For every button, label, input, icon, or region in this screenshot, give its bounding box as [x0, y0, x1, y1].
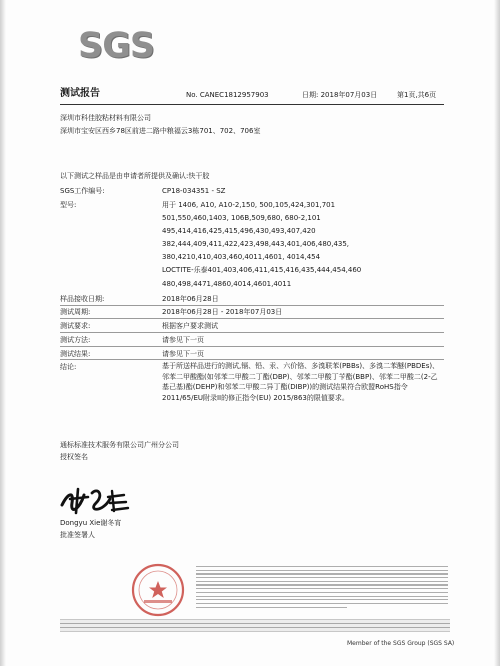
- row-divider: [60, 332, 444, 333]
- sample-intro: 以下测试之样品是由申请者所提供及确认:快干胶: [60, 172, 210, 180]
- report-number: No. CANEC1812957903: [186, 91, 269, 99]
- header-rule: [60, 104, 444, 105]
- model-line: 480,498,4471,4860,4014,4601,4011: [162, 280, 292, 288]
- terms-fine-print: [196, 566, 448, 614]
- received-date-value: 2018年06月28日: [162, 295, 219, 303]
- received-date-label: 样品接收日期:: [60, 295, 105, 303]
- approver-label: 批准签署人: [60, 531, 95, 539]
- row-divider: [60, 359, 444, 360]
- official-seal-stamp: [130, 562, 186, 618]
- conclusion-text: 基于所送样品进行的测试,镉、铅、汞、六价铬、多溴联苯(PBBs)、多溴二苯醚(PBDEs)、邻苯二甲酸酯(如邻苯二甲酸二丁酯(DBP)、邻苯二甲酸丁苄酯(BBP)、邻苯二甲酸二(2-乙基己基)酯(DEHP)和邻苯二甲酸二异丁酯(DIBP))的测试结果符合欧盟RoHS指令2011/65/EU附录II的修正指令(EU) 2015/863的限值要求。: [162, 362, 440, 402]
- test-period-label: 测试周期:: [60, 308, 91, 316]
- signer-name: Dongyu Xie谢冬宵: [60, 519, 122, 527]
- test-period-value: 2018年06月28日 - 2018年07月03日: [162, 308, 283, 316]
- test-request-value: 根据客户要求测试: [162, 322, 218, 330]
- model-line: 501,550,460,1403, 106B,509,680, 680-2,101: [162, 214, 321, 222]
- model-line: 382,444,409,411,422,423,498,443,401,406,480,435,: [162, 240, 350, 248]
- sgs-group-membership: Member of the SGS Group (SGS SA): [347, 640, 455, 647]
- sgs-job-label: SGS工作编号:: [60, 187, 105, 195]
- conclusion-label: 结论:: [60, 363, 77, 371]
- office-address-bar: [60, 619, 450, 632]
- model-label: 型号:: [60, 201, 77, 209]
- report-title: 测试报告: [60, 88, 100, 99]
- applicant-company: 深圳市科佳胶粘材料有限公司: [60, 114, 151, 122]
- report-date: 日期: 2018年07月03日: [302, 91, 378, 99]
- test-result-label: 测试结果:: [60, 350, 91, 358]
- sgs-job-value: CP18-034351 - SZ: [162, 187, 226, 195]
- lab-company: 通标标准技术服务有限公司广州分公司: [60, 441, 179, 449]
- model-line: LOCTITE-乐泰401,403,406,411,415,416,435,444,454,460: [162, 266, 362, 274]
- test-method-value: 请参见下一页: [162, 336, 204, 344]
- test-result-value: 请参见下一页: [162, 350, 204, 358]
- page-indicator: 第1页,共6页: [397, 91, 437, 99]
- page-shadow-right: [494, 0, 500, 666]
- applicant-address: 深圳市宝安区西乡78区前进二路中粮福云3栋701、702、706室: [60, 127, 261, 135]
- authorized-signature-label: 授权签名: [60, 453, 88, 461]
- handwritten-signature: [58, 483, 132, 517]
- test-request-label: 测试要求:: [60, 322, 91, 330]
- row-divider: [60, 346, 444, 347]
- row-divider: [60, 318, 444, 319]
- model-line: 用于 1406, A10, A10-2,150, 500,105,424,301,701: [162, 201, 336, 209]
- sgs-logo: SGS: [78, 26, 155, 66]
- test-method-label: 测试方法:: [60, 336, 91, 344]
- row-divider: [60, 305, 444, 306]
- model-line: 380,4210,410,403,460,4011,4601, 4014,454: [162, 253, 321, 261]
- page-shadow-left: [0, 0, 6, 666]
- model-line: 495,414,416,425,415,496,430,493,407,420: [162, 227, 316, 235]
